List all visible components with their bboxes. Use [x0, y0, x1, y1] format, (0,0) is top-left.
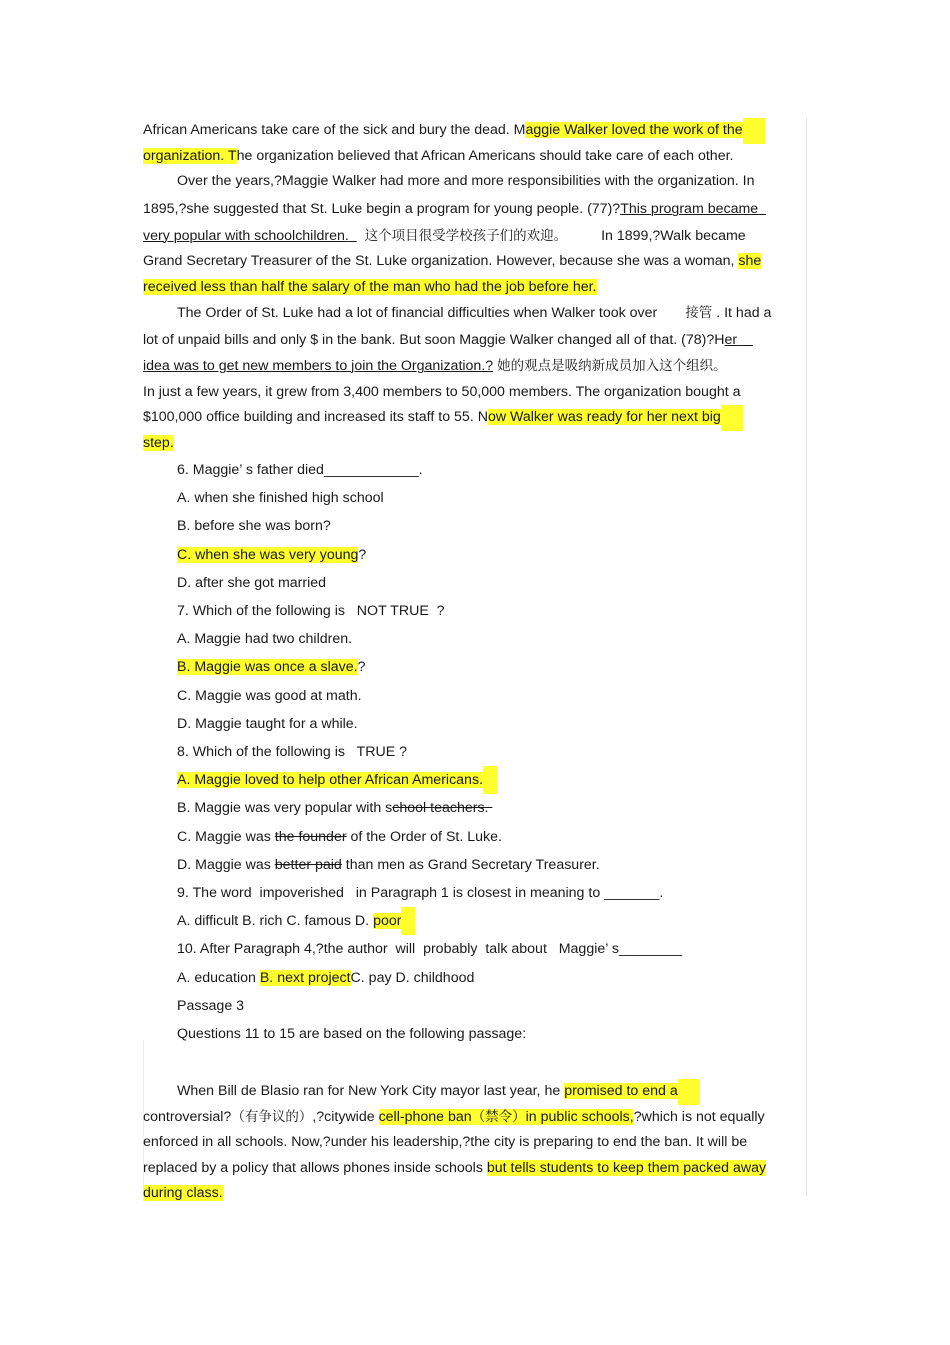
correct-answer-highlight: B. next project [259, 969, 351, 986]
paragraph-line: 1895,?she suggested that St. Luke begin a program for young people. (77)?This program became [143, 200, 759, 217]
chinese-annotation: （有争议的） [231, 1108, 313, 1125]
paragraph-line [143, 431, 813, 457]
paragraph-line: The Order of St. Luke had a lot of financial difficulties when Walker took over 接管 . It had a [177, 305, 772, 321]
highlight: promised to end a [564, 1083, 678, 1100]
answer-option: A. when she finished high school [177, 490, 384, 507]
correct-answer-highlight: A. Maggie loved to help other African Americans. [177, 772, 483, 789]
answer-option: C. Maggie was good at math. [177, 687, 362, 704]
answer-option: D. Maggie taught for a while. [177, 715, 358, 732]
paragraph-line: very popular with schoolchildren. 这个项目很受学校孩子们的欢迎。 In 1899,?Walk became [143, 227, 746, 244]
question-stem: 6. Maggie’ s father died____________. [177, 462, 423, 478]
answer-option: A. difficult B. rich C. famous D. poor [143, 907, 813, 935]
paragraph-line: enforced in all schools. Now,?under his leadership,?the city is preparing to end the ban. It will be [143, 1134, 748, 1151]
question-stem: 9. The word impoverished in Paragraph 1 is closest in meaning to _______. [177, 885, 664, 902]
highlight: ow Walker was ready for her next big [487, 409, 721, 425]
strikethrough-text: chool teachers. [392, 800, 489, 817]
paragraph-line: controversial?（有争议的）,?citywide cell-phone ban（禁令）in public schools,?which is not equally [143, 1108, 765, 1125]
underlined-text: very popular with schoolchildren. [143, 227, 349, 244]
question-6 [143, 456, 813, 597]
answer-option: B. Maggie was once a slave.? [177, 659, 366, 676]
chinese-translation: 她的观点是吸纳新成员加入这个组织。 [497, 358, 727, 374]
strikethrough-text: better paid [274, 856, 342, 873]
answer-option: C. Maggie was the founder of the Order of St. Luke. [177, 828, 502, 845]
correct-answer-highlight: C. when she was very young [177, 546, 359, 563]
paragraph-line: replaced by a policy that allows phones inside schools but tells students to keep them packed away [143, 1159, 767, 1176]
correct-answer-highlight: B. Maggie was once a slave. [177, 659, 358, 676]
paragraph-line [143, 275, 813, 301]
question-8 [143, 738, 813, 879]
paragraph-line: Over the years,?Maggie Walker had more and more responsibilities with the organization. In [177, 173, 755, 189]
answer-option [143, 766, 813, 794]
passage-3-paragraph [143, 1079, 813, 1207]
answer-option: D. after she got married [177, 574, 327, 591]
answer-option: C. when she was very young? [177, 546, 367, 563]
paragraph-line: When Bill de Blasio ran for New York City mayor last year, he promised to end a [143, 1079, 813, 1105]
answer-option: D. Maggie was better paid than men as Grand Secretary Treasurer. [177, 856, 600, 873]
correct-answer-highlight: poor [373, 913, 402, 930]
paragraph-line [143, 354, 813, 380]
chinese-translation: 这个项目很受学校孩子们的欢迎。 [364, 227, 568, 244]
chinese-annotation: 接管 [685, 305, 713, 321]
question-stem: 7. Which of the following is NOT TRUE ? [177, 603, 445, 620]
answer-option: B. Maggie was very popular with school teachers. [177, 800, 489, 817]
paragraph-line: $100,000 office building and increased its staff to 55. Now Walker was ready for her next big [143, 405, 813, 431]
paragraph-line: African Americans take care of the sick and bury the dead. Maggie Walker loved the work of the [143, 118, 813, 144]
highlight: step. [143, 434, 174, 451]
strikethrough-text: the founder [274, 828, 347, 845]
paragraph-line: Grand Secretary Treasurer of the St. Luke organization. However, because she was a woman, she [143, 253, 762, 269]
question-stem: 8. Which of the following is TRUE ? [177, 744, 407, 761]
highlight: but tells students to keep them packed away [486, 1159, 767, 1176]
question-7 [143, 597, 813, 738]
question-10 [143, 935, 813, 991]
underlined-text: idea was to get new members to join the Organization.? [143, 358, 494, 374]
paragraph-line: lot of unpaid bills and only $ in the bank. But soon Maggie Walker changed all of that. (78)?Her [143, 332, 738, 348]
question-9 [143, 879, 813, 935]
highlight: organization. T [143, 147, 237, 164]
paragraph-line: In just a few years, it grew from 3,400 members to 50,000 members. The organization bought a [143, 383, 741, 400]
highlight: she [738, 253, 762, 269]
paragraph-line [143, 1181, 813, 1207]
underlined-text: This program became [620, 200, 759, 217]
highlight: aggie Walker loved the work of the [525, 122, 743, 138]
answer-option: B. before she was born? [177, 518, 331, 535]
question-stem: 10. After Paragraph 4,?the author will probably talk about Maggie’ s________ [177, 941, 683, 958]
passage-title: Passage 3 [177, 997, 245, 1014]
document-body [143, 118, 813, 1207]
underlined-text: er [724, 332, 738, 348]
answer-option: A. Maggie had two children. [177, 631, 353, 648]
highlight: cell-phone ban（禁令）in public schools, [378, 1108, 634, 1125]
highlight: received less than half the salary of the man who had the job before her. [143, 278, 597, 295]
passage-intro: Questions 11 to 15 are based on the following passage: [177, 1026, 527, 1043]
answer-option: A. education B. next projectC. pay D. childhood [177, 969, 475, 986]
highlight: during class. [143, 1185, 223, 1202]
paragraph-line: organization. The organization believed that African Americans should take care of each other. [143, 147, 734, 164]
